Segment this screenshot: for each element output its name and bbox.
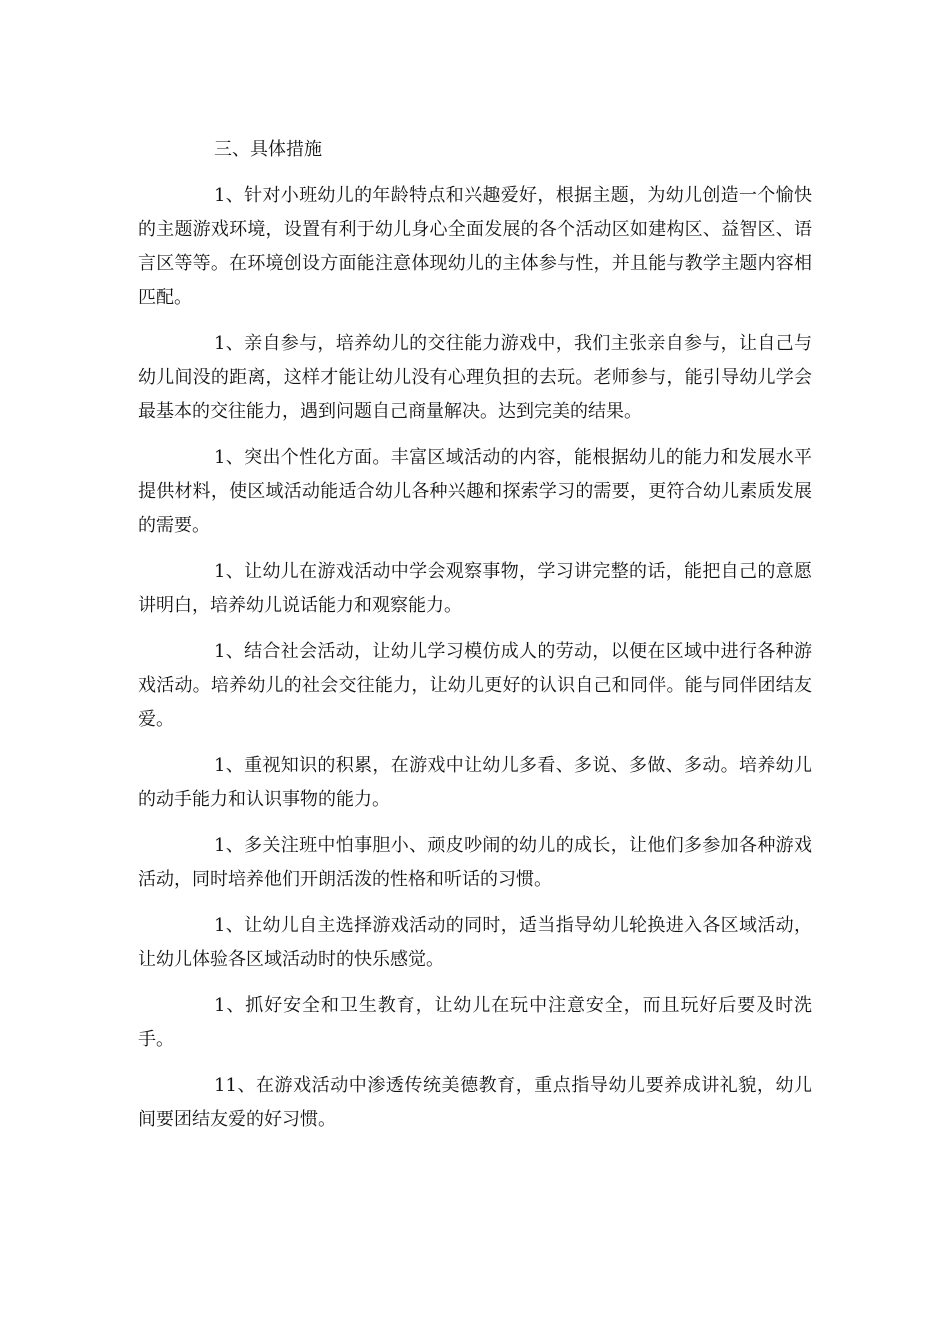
paragraph-4: 1、让幼儿在游戏活动中学会观察事物，学习讲完整的话，能把自己的意愿讲明白，培养幼儿说话能力和观察能力。: [138, 561, 812, 616]
document-body: [138, 133, 812, 1149]
paragraph-6: 1、重视知识的积累，在游戏中让幼儿多看、多说、多做、多动。培养幼儿的动手能力和认识事物的能力。: [138, 755, 812, 810]
paragraph-3: 1、突出个性化方面。丰富区域活动的内容，能根据幼儿的能力和发展水平提供材料，使区域活动能适合幼儿各种兴趣和探索学习的需要，更符合幼儿素质发展的需要。: [138, 447, 812, 536]
paragraph-1: 1、针对小班幼儿的年龄特点和兴趣爱好，根据主题，为幼儿创造一个愉快的主题游戏环境，设置有利于幼儿身心全面发展的各个活动区如建构区、益智区、语言区等等。在环境创设方面能注意体现幼儿的主体参与性，并且能与教学主题内容相匹配。: [138, 185, 812, 308]
section-heading: 三、具体措施: [214, 139, 322, 160]
paragraph-7: 1、多关注班中怕事胆小、顽皮吵闹的幼儿的成长，让他们多参加各种游戏活动，同时培养他们开朗活泼的性格和听话的习惯。: [138, 835, 812, 890]
paragraph-8: 1、让幼儿自主选择游戏活动的同时，适当指导幼儿轮换进入各区域活动，让幼儿体验各区域活动时的快乐感觉。: [138, 915, 812, 970]
paragraph-10: 11、在游戏活动中渗透传统美德教育，重点指导幼儿要养成讲礼貌，幼儿间要团结友爱的好习惯。: [138, 1075, 812, 1130]
paragraph-2: 1、亲自参与，培养幼儿的交往能力游戏中，我们主张亲自参与，让自己与幼儿间没的距离，这样才能让幼儿没有心理负担的去玩。老师参与，能引导幼儿学会最基本的交往能力，遇到问题自己商量解决。达到完美的结果。: [138, 333, 812, 422]
paragraph-9: 1、抓好安全和卫生教育，让幼儿在玩中注意安全，而且玩好后要及时洗手。: [138, 995, 812, 1050]
paragraph-5: 1、结合社会活动，让幼儿学习模仿成人的劳动，以便在区域中进行各种游戏活动。培养幼儿的社会交往能力，让幼儿更好的认识自己和同伴。能与同伴团结友爱。: [138, 641, 812, 730]
